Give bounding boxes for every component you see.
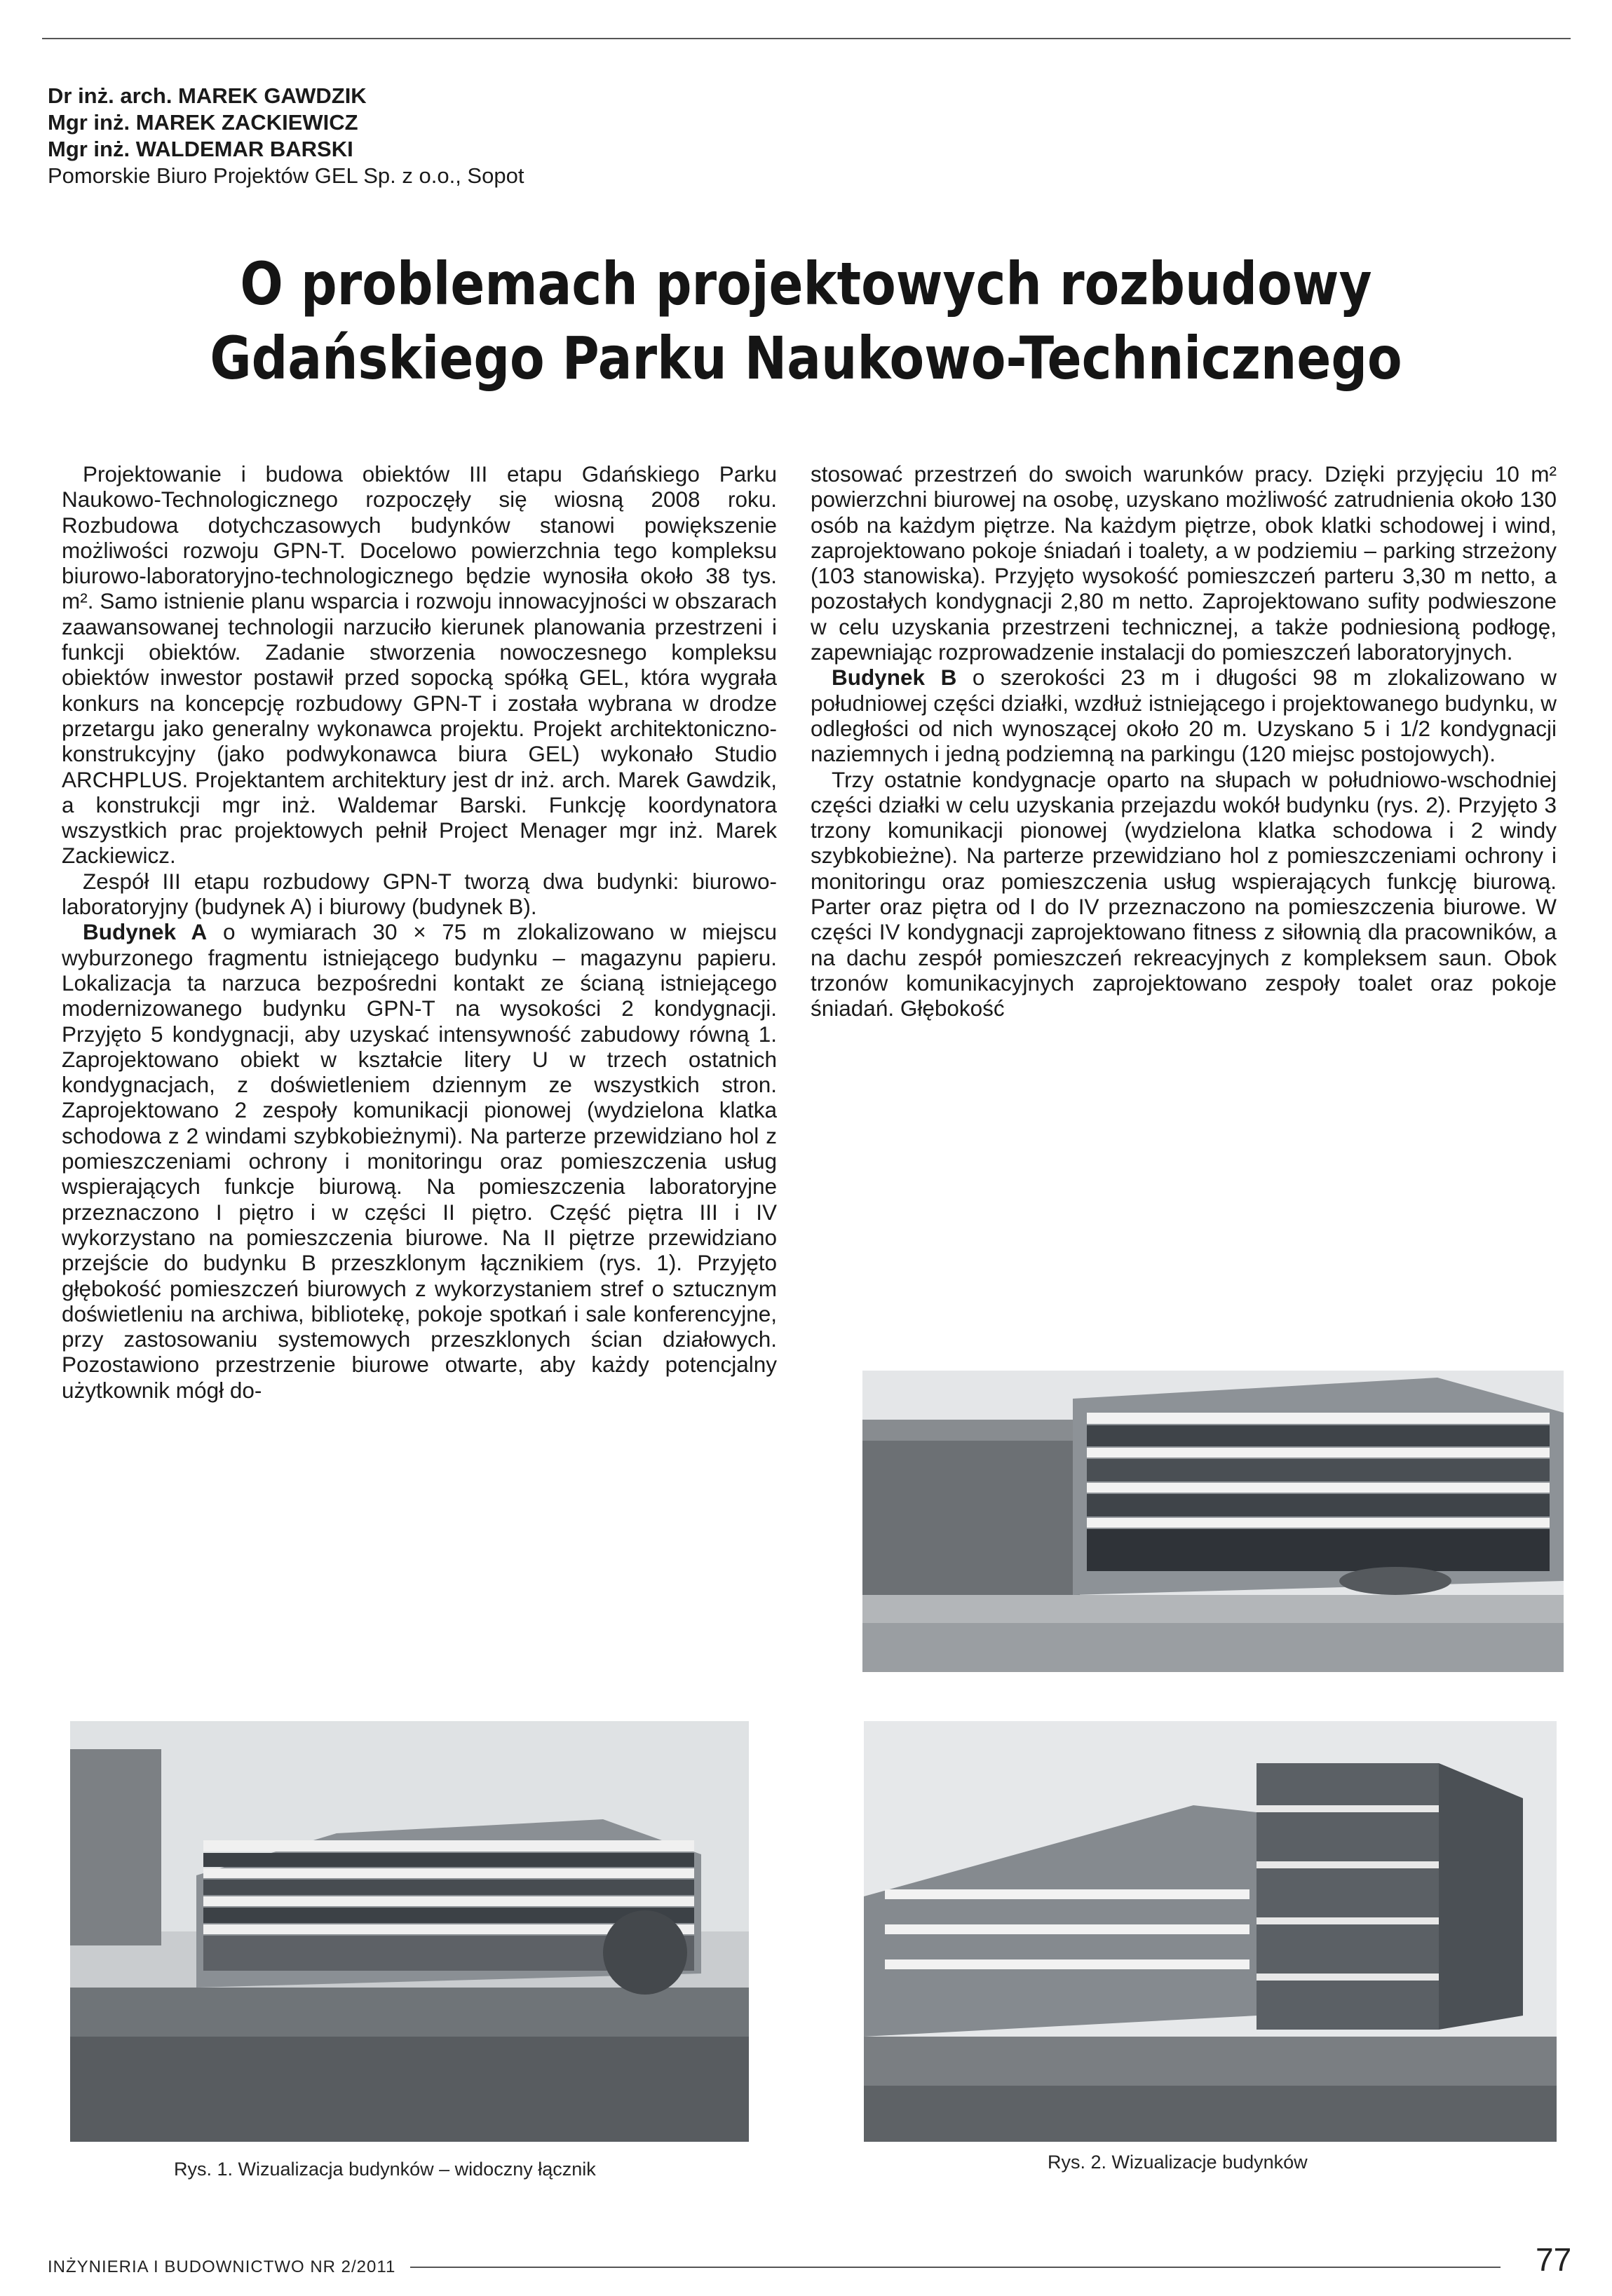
author-3: Mgr inż. WALDEMAR BARSKI [48, 137, 353, 161]
journal-footer: INŻYNIERIA I BUDOWNICTWO NR 2/2011 [48, 2257, 396, 2276]
paragraph-lead: Budynek B [832, 665, 957, 691]
figure-2-visualization [864, 1721, 1557, 2142]
paragraph-body: o wymiarach 30 × 75 m zlokalizowano w miejscu wyburzonego fragmentu istniejącego budynku – magazynu papieru. Lokalizacja ta narzuca bezpośredni kontakt ze ścianą istniejącego modernizowanego budynku GPN-T na wysokości 2 kondygnacji. Przyjęto 5 kondygnacji, aby uzyskać intensywność zabudowy równą 1. Zaprojektowano obiekt w kształcie litery U w trzech ostatnich kondygnacjach, z doświetleniem dziennym ze wszystkich stron. Zaprojektowano 2 zespoły komunikacji pionowej (wydzielona klatka schodowa z 2 windami szybkobieżnymi). Na parterze przewidziano hol z pomieszczeniami ochrony i monitoringu oraz pomieszczenia usług wspierających funkcje biurową. Na pomieszczenia laboratoryjne przeznaczono I piętro i w części II piętro. Część piętra III i IV wykorzystano na pomieszczenia biurowe. Na II piętrze przewidziano przejście do budynku B przeszklonym łącznikiem (rys. 1). Przyjęto głębokość pomieszczeń biurowych z wykorzystaniem stref o sztucznym doświetleniu na archiwa, bibliotekę, pokoje spotkań i sale konferencyjne, przy zastosowaniu systemowych przeszklonych ścian działowych. Pozostawiono przestrzenie biurowe otwarte, aby każdy potencjalny użytkownik mógł do- [62, 919, 777, 1403]
text-column-right [811, 461, 1557, 1021]
building-render-image [864, 1721, 1557, 2142]
paragraph-body: o szerokości 23 m i długości 98 m zlokalizowano w południowej części działki, wzdłuż istniejącego i projektowanego budynku, w odległości od nich wynoszącej około 20 m. Uzyskano 5 i 1/2 kondygnacji naziemnych i jedną podziemną na parkingu (120 miejsc postojowych). [811, 665, 1557, 767]
author-2: Mgr inż. MAREK ZACKIEWICZ [48, 110, 358, 135]
figure-2-caption: Rys. 2. Wizualizacje budynków [1048, 2152, 1308, 2173]
article-title [113, 247, 1499, 395]
author-1: Dr inż. arch. MAREK GAWDZIK [48, 83, 367, 108]
paragraph [62, 919, 777, 1403]
paragraph-lead: Budynek A [83, 919, 208, 945]
top-rule [42, 38, 1571, 39]
author-block [48, 83, 524, 189]
paragraph: Zespół III etapu rozbudowy GPN-T tworzą dwa budynki: biurowo-laboratoryjny (budynek A) i biurowy (budynek B). [62, 868, 777, 920]
figure-1-caption: Rys. 1. Wizualizacja budynków – widoczny łącznik [174, 2159, 596, 2180]
figure-1-visualization [70, 1721, 749, 2142]
paragraph: Projektowanie i budowa obiektów III etapu Gdańskiego Parku Naukowo-Technologicznego rozpoczęły się wiosną 2008 roku. Rozbudowa dotychczasowych budynków stanowi powiększenie możliwości rozwoju GPN-T. Docelowo powierzchnia tego kompleksu biurowo-laboratoryjno-technologicznego będzie wynosiła około 38 tys. m². Samo istnienie planu wsparcia i rozwoju innowacyjności w obszarach zaawansowanej technologii narzuciło kierunek planowania przestrzeni i funkcji obiektów. Zadanie stworzenia nowoczesnego kompleksu obiektów inwestor postawił przed sopocką spółką GEL, która wygrała konkurs na koncepcję rozbudowy GPN-T i została wybrana w drodze przetargu jako generalny wykonawca projektu. Projekt architektoniczno-konstrukcyjny (jako podwykonawca biura GEL) wykonało Studio ARCHPLUS. Projektantem architektury jest dr inż. arch. Marek Gawdzik, a konstrukcji mgr inż. Waldemar Barski. Funkcję koordynatora wszystkich prac projektowych pełnił Project Menager mgr inż. Marek Zackiewicz. [62, 461, 777, 869]
paragraph: Trzy ostatnie kondygnacje oparto na słupach w południowo-wschodniej części działki w celu uzyskania przejazdu wokół budynku (rys. 2). Przyjęto 3 trzony komunikacji pionowej (wydzielona klatka schodowa i 2 windy szybkobieżne). Na parterze przewidziano hol z pomieszczeniami ochrony i monitoringu oraz pomieszczenia usług wspierających funkcję biurową. Parter oraz piętra od I do IV przeznaczono na pomieszczenia biurowe. W części IV kondygnacji zaprojektowano fitness z siłownią dla pracowników, a na dachu zespół pomieszczeń rekreacyjnych z kompleksem saun. Obok trzonów komunikacyjnych zaprojektowano zespoły toalet oraz pokoje śniadań. Głębokość [811, 766, 1557, 1021]
footer-rule [410, 2267, 1501, 2268]
title-line-1: O problemach projektowych rozbudowy [240, 250, 1372, 318]
affiliation: Pomorskie Biuro Projektów GEL Sp. z o.o., Sopot [48, 163, 524, 188]
text-column-left [62, 461, 777, 1403]
paragraph: stosować przestrzeń do swoich warunków pracy. Dzięki przyjęciu 10 m² powierzchni biurowej na osobę, uzyskano możliwość zatrudnienia około 130 osób na każdym piętrze. Na każdym piętrze, obok klatki schodowej i wind, zaprojektowano pokoje śniadań i toalety, a w podziemiu – parking strzeżony (103 stanowiska). Przyjęto wysokość pomieszczeń parteru 3,30 m netto, a pozostałych kondygnacji 2,80 m netto. Zaprojektowano sufity podwieszone w celu uzyskania przestrzeni technicznej, a także podniesioną podłogę, zapewniając rozprowadzenie instalacji do pomieszczeń laboratoryjnych. [811, 461, 1557, 665]
paragraph [811, 665, 1557, 766]
page-number: 77 [1536, 2241, 1572, 2278]
building-render-image [862, 1371, 1564, 1672]
building-render-image [70, 1721, 749, 2142]
title-line-2: Gdańskiego Parku Naukowo-Technicznego [210, 324, 1402, 393]
building-visualization-top [862, 1371, 1564, 1672]
